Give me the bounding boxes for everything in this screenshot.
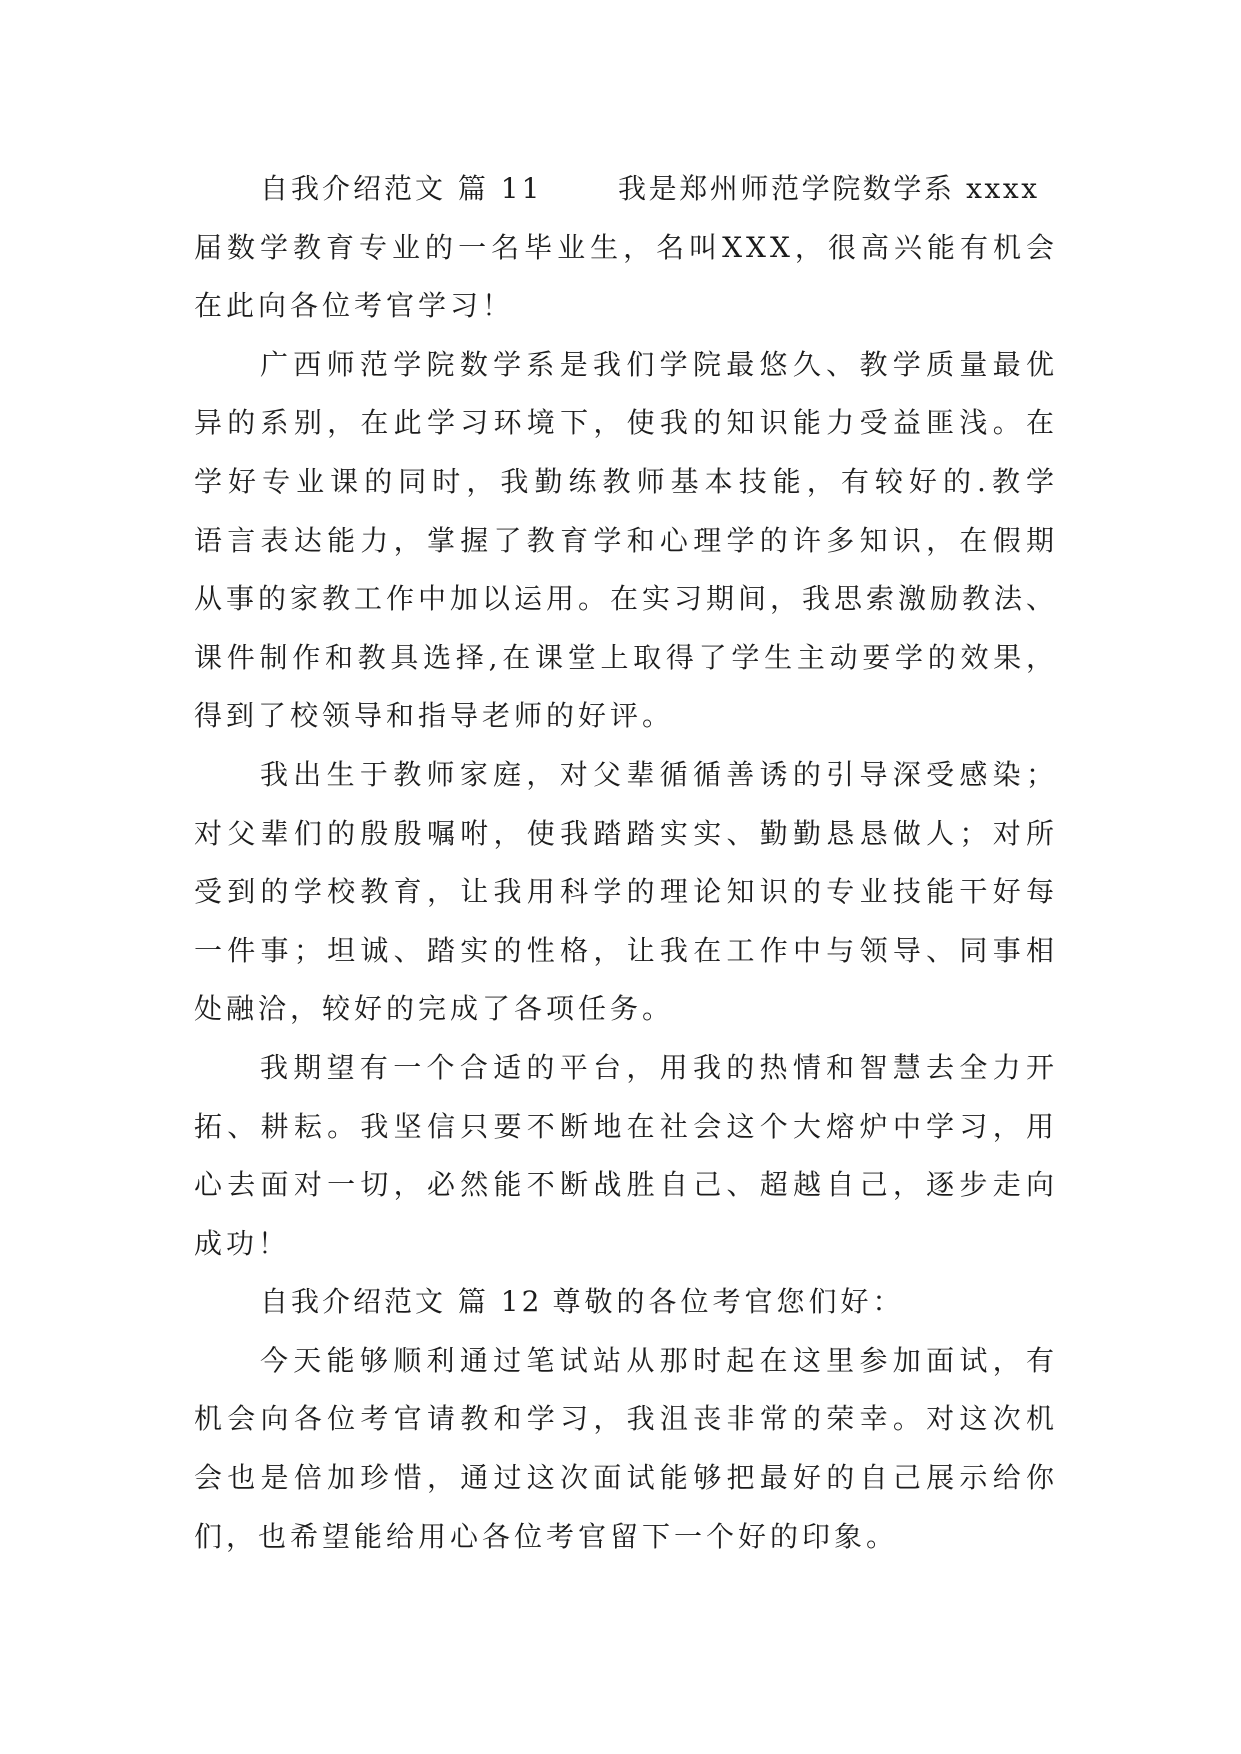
text-line: 从事的家教工作中加以运用。在实习期间，我思索激励教法、 xyxy=(194,582,1059,616)
text-line: 机会向各位考官请教和学习，我沮丧非常的荣幸。对这次机 xyxy=(194,1402,1058,1436)
text-line: 成功！ xyxy=(194,1226,291,1260)
text-line: 届数学教育专业的一名毕业生，名叫XXX，很高兴能有机会 xyxy=(194,230,1058,264)
text-line: 得到了校领导和指导老师的好评。 xyxy=(194,699,675,733)
text-line: 一件事；坦诚、踏实的性格，让我在工作中与领导、同事相 xyxy=(194,933,1058,967)
section-heading: 自我介绍范文 篇 11 xyxy=(260,172,543,205)
text-line: 我出生于教师家庭，对父辈循循善诱的引导深受感染； xyxy=(260,757,1058,791)
text-line: 我期望有一个合适的平台，用我的热情和智慧去全力开 xyxy=(260,1050,1058,1084)
text-line: 异的系别，在此学习环境下，使我的知识能力受益匪浅。在 xyxy=(194,406,1058,440)
paragraph xyxy=(194,1273,1058,1332)
text-line: 语言表达能力，掌握了教育学和心理学的许多知识，在假期 xyxy=(194,523,1058,557)
section-heading: 自我介绍范文 篇 12 xyxy=(260,1285,543,1319)
paragraph xyxy=(194,336,1058,746)
text-line: 学好专业课的同时，我勤练教师基本技能，有较好的.教学 xyxy=(194,464,1058,498)
text-line: 课件制作和教具选择,在课堂上取得了学生主动要学的效果， xyxy=(194,640,1058,674)
text-segment: 我是郑州师范学院数学系 xxxx xyxy=(618,172,1040,205)
text-line: 心去面对一切，必然能不断战胜自己、超越自己，逐步走向 xyxy=(194,1168,1058,1202)
document-body xyxy=(194,160,1058,1566)
text-line xyxy=(194,160,1058,219)
paragraph xyxy=(194,160,1058,336)
text-line: 受到的学校教育，让我用科学的理论知识的专业技能干好每 xyxy=(194,875,1058,909)
text-line: 广西师范学院数学系是我们学院最悠久、教学质量最优 xyxy=(260,347,1058,381)
text-line: 拓、耕耘。我坚信只要不断地在社会这个大熔炉中学习，用 xyxy=(194,1109,1058,1143)
paragraph xyxy=(194,1332,1058,1566)
text-segment: 尊敬的各位考官您们好： xyxy=(552,1285,905,1319)
text-line xyxy=(194,1273,1058,1332)
text-line: 对父辈们的殷殷嘱咐，使我踏踏实实、勤勤恳恳做人；对所 xyxy=(194,816,1058,850)
text-line: 们，也希望能给用心各位考官留下一个好的印象。 xyxy=(194,1519,899,1553)
text-line: 在此向各位考官学习！ xyxy=(194,289,515,323)
paragraph xyxy=(194,746,1058,1039)
paragraph xyxy=(194,1039,1058,1273)
text-line: 会也是倍加珍惜，通过这次面试能够把最好的自己展示给你 xyxy=(194,1461,1058,1495)
text-line: 今天能够顺利通过笔试站从那时起在这里参加面试，有 xyxy=(260,1343,1058,1377)
text-line: 处融洽，较好的完成了各项任务。 xyxy=(194,992,675,1026)
